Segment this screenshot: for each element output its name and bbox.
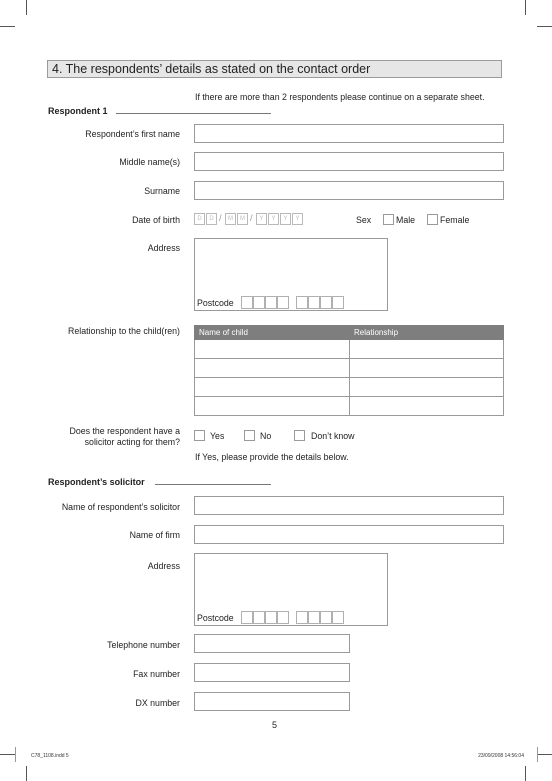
dont-know-checkbox[interactable] (294, 430, 305, 441)
dob-year-4[interactable]: Y (292, 213, 303, 225)
dx-label: DX number (135, 698, 180, 708)
firm-name-field[interactable] (194, 525, 504, 544)
dont-know-label: Don’t know (311, 431, 355, 441)
solicitor-name-label: Name of respondent’s solicitor (61, 502, 180, 512)
table-cell[interactable] (195, 359, 350, 378)
fax-field[interactable] (194, 663, 350, 682)
telephone-field[interactable] (194, 634, 350, 653)
table-cell[interactable] (350, 340, 504, 359)
postcode-box[interactable] (320, 611, 332, 624)
no-checkbox[interactable] (244, 430, 255, 441)
relationship-label: Relationship to the child(ren) (68, 326, 180, 336)
dob-day-2[interactable]: D (206, 213, 217, 225)
postcode-box[interactable] (332, 296, 344, 309)
section-title: 4. The respondents’ details as stated on the contact order (47, 60, 502, 78)
male-checkbox[interactable] (383, 214, 394, 225)
dob-month-1[interactable]: M (225, 213, 236, 225)
postcode-box[interactable] (308, 296, 320, 309)
dob-year-3[interactable]: Y (280, 213, 291, 225)
postcode-box[interactable] (253, 296, 265, 309)
solicitor-heading: Respondent’s solicitor (48, 477, 145, 487)
crop-mark (0, 26, 15, 27)
dob-day-1[interactable]: D (194, 213, 205, 225)
solicitor-name-field[interactable] (194, 496, 504, 515)
postcode-box[interactable] (277, 296, 289, 309)
children-table (194, 325, 504, 416)
postcode-box[interactable] (241, 611, 253, 624)
footer-file: C78_1108.indd 5 (31, 753, 69, 759)
heading-rule (155, 484, 271, 485)
middle-name-field[interactable] (194, 152, 504, 171)
crop-mark (525, 766, 526, 781)
dx-field[interactable] (194, 692, 350, 711)
postcode-box[interactable] (308, 611, 320, 624)
table-row (195, 340, 504, 359)
crop-mark (15, 747, 16, 762)
firm-name-label: Name of firm (129, 530, 180, 540)
fax-label: Fax number (133, 669, 180, 679)
page-number: 5 (272, 720, 278, 730)
solicitor-address-label: Address (147, 561, 180, 571)
male-label: Male (396, 215, 416, 225)
dob-separator: / (250, 213, 253, 223)
table-row (195, 378, 504, 397)
table-cell[interactable] (195, 397, 350, 416)
sex-label: Sex (356, 215, 372, 225)
dob-label: Date of birth (132, 215, 180, 225)
footer-timestamp: 23/09/2008 14:56:04 (478, 753, 524, 759)
table-row (195, 359, 504, 378)
postcode-box[interactable] (265, 611, 277, 624)
postcode-label: Postcode (197, 298, 234, 308)
female-checkbox[interactable] (427, 214, 438, 225)
female-label: Female (440, 215, 470, 225)
table-cell[interactable] (350, 397, 504, 416)
crop-mark (0, 754, 15, 755)
table-cell[interactable] (195, 340, 350, 359)
postcode-box[interactable] (320, 296, 332, 309)
table-header-row (195, 326, 504, 340)
surname-label: Surname (144, 186, 180, 196)
first-name-field[interactable] (194, 124, 504, 143)
table-row (195, 397, 504, 416)
postcode-box[interactable] (277, 611, 289, 624)
yes-label: Yes (210, 431, 225, 441)
postcode-box[interactable] (332, 611, 344, 624)
column-header-child-name: Name of child (195, 326, 350, 340)
solicitor-question-line1: Does the respondent have a (69, 426, 180, 436)
heading-rule (116, 113, 271, 114)
crop-mark (26, 0, 27, 15)
middle-name-label: Middle name(s) (119, 157, 180, 167)
dob-month-2[interactable]: M (237, 213, 248, 225)
crop-mark (537, 754, 552, 755)
if-yes-note: If Yes, please provide the details below. (195, 452, 349, 462)
dob-year-2[interactable]: Y (268, 213, 279, 225)
telephone-label: Telephone number (107, 640, 180, 650)
postcode-box[interactable] (253, 611, 265, 624)
table-cell[interactable] (350, 359, 504, 378)
no-label: No (260, 431, 272, 441)
continuation-note: If there are more than 2 respondents please continue on a separate sheet. (195, 92, 485, 102)
crop-mark (537, 26, 552, 27)
address-label: Address (147, 243, 180, 253)
postcode-box[interactable] (296, 296, 308, 309)
crop-mark (537, 747, 538, 762)
crop-mark (26, 766, 27, 781)
table-cell[interactable] (195, 378, 350, 397)
dob-separator: / (219, 213, 222, 223)
solicitor-postcode-label: Postcode (197, 613, 234, 623)
postcode-box[interactable] (265, 296, 277, 309)
dob-year-1[interactable]: Y (256, 213, 267, 225)
surname-field[interactable] (194, 181, 504, 200)
crop-mark (525, 0, 526, 15)
solicitor-question-line2: solicitor acting for them? (84, 437, 180, 447)
postcode-box[interactable] (241, 296, 253, 309)
yes-checkbox[interactable] (194, 430, 205, 441)
first-name-label: Respondent’s first name (85, 129, 180, 139)
postcode-box[interactable] (296, 611, 308, 624)
respondent-heading: Respondent 1 (48, 106, 108, 116)
column-header-relationship: Relationship (350, 326, 504, 340)
table-cell[interactable] (350, 378, 504, 397)
